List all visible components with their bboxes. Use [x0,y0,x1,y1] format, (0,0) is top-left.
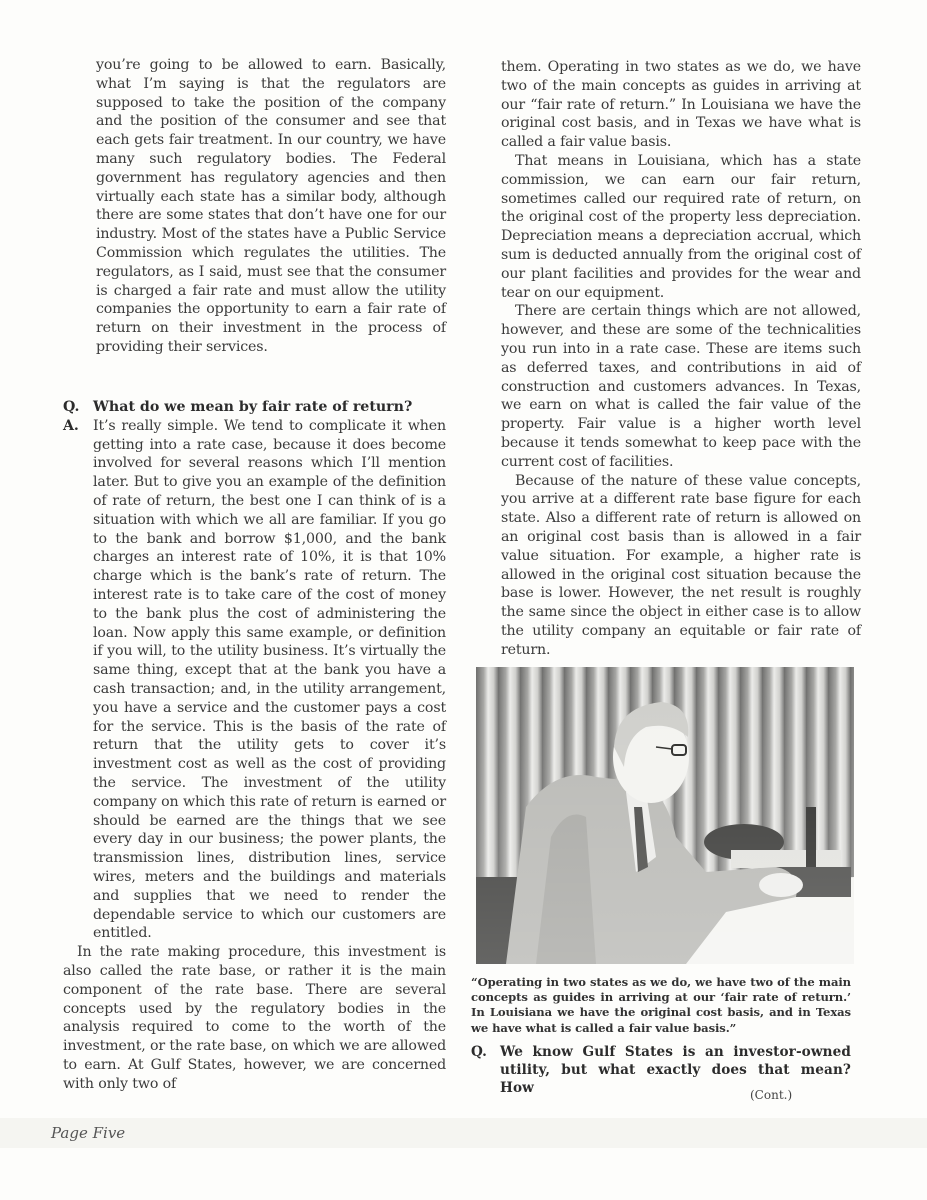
photo-caption: “Operating in two states as we do, we have two of the main concepts as guides in arriving at our ‘fair rate of return.’ In Louisiana we have the original cost basis, and in Texas we have what is called a fair value basis.” [471,975,851,1035]
continued-marker: (Cont.) [750,1088,793,1102]
next-question-text: We know Gulf States is an investor-owned utility, but what exactly does that mean? How [500,1044,851,1096]
question-row [63,398,446,417]
answer-row [63,417,446,943]
left-column-qa [63,398,446,1093]
right-paragraph-1: them. Operating in two states as we do, we have two of the main concepts as guides in arriving at our “fair rate of return.” In Louisiana we have the original cost basis, and in Texas we have what is called a fair value basis. [501,59,861,151]
photo-illustration [476,667,854,964]
answer-paragraph-2: In the rate making procedure, this investment is also called the rate base, or rather it is the main component of the rate base. There are several concepts used by the regulatory bodies in the analysis required to come to the worth of the investment, or the rate base, on which we are allowed to earn. At Gulf States, however, we are concerned with only two of [63,944,446,1092]
right-paragraph-3: There are certain things which are not allowed, however, and these are some of the technicalities you run into in a rate case. These are items such as deferred taxes, and contributions in aid of construction and customers advances. In Texas, we earn on what is called the fair value of the property. Fair value is a higher worth level because it tends somewhat to keep pace with the current cost of facilities. [501,303,861,470]
footer-band [0,1118,927,1148]
next-question-row [471,1043,851,1097]
photo-man-at-desk [476,667,854,964]
next-question-label: Q. [471,1044,487,1060]
left-column-intro [96,56,446,357]
answer-label: A. [63,417,79,434]
answer-paragraph-1: It’s really simple. We tend to complicate it when getting into a rate case, because it does become involved for several reasons which I’ll mention later. But to give you an example of the definition of rate of return, the best one I can think of is a situation with which we all are familiar. If you go to the bank and borrow $1,000, and the bank charges an interest rate of 10%, it is that 10% charge which is the bank’s rate of return. The interest rate is to take care of the cost of money to the bank plus the cost of administering the loan. Now apply this same example, or definition if you will, to the utility business. It’s virtually the same thing, except that at the bank you have a cash transaction; and, in the utility arrangement, you have a service and the customer pays a cost for the service. This is the basis of the rate of return that the utility gets to cover it’s investment cost as well as the cost of providing the service. The investment of the utility company on which this rate of return is earned or should be earned are the things that we see every day in our business; the power plants, the transmission lines, distribution lines, service wires, meters and the buildings and materials and supplies that we need to render the dependable service to which our customers are entitled. [93,417,446,942]
intro-paragraph: you’re going to be allowed to earn. Basically, what I’m saying is that the regulators are supposed to take the position of the company and the position of the consumer and see that each gets fair treatment. In our country, we have many such regulatory bodies. The Federal government has regulatory agencies and then virtually each state has a similar body, although there are some states that don’t have one for our industry. Most of the states have a Public Service Commission which regulates the utilities. The regulators, as I said, must see that the consumer is charged a fair rate and must allow the utility companies the opportunity to earn a fair rate of return on their investment in the process of providing their services. [96,57,446,355]
right-paragraph-2: That means in Louisiana, which has a state commission, we can earn our fair return, sometimes called our required rate of return, on the original cost of the property less depreciation. Depreciation means a depreciation accrual, which sum is deducted annually from the original cost of our plant facilities and provides for the wear and tear on our equipment. [501,152,861,301]
question-label: Q. [63,399,80,415]
page-number-label: Page Five [51,1124,126,1142]
right-paragraph-4: Because of the nature of these value concepts, you arrive at a different rate base figure for each state. Also a different rate of return is allowed on an original cost basis than is allowed in a fair value situation. For example, a higher rate is allowed in the original cost situation because the base is lower. However, the net result is roughly the same since the object in either case is to allow the utility company an equitable or fair rate of return. [501,472,861,658]
right-column-text [501,58,861,660]
question-text: What do we mean by fair rate of return? [93,399,413,415]
